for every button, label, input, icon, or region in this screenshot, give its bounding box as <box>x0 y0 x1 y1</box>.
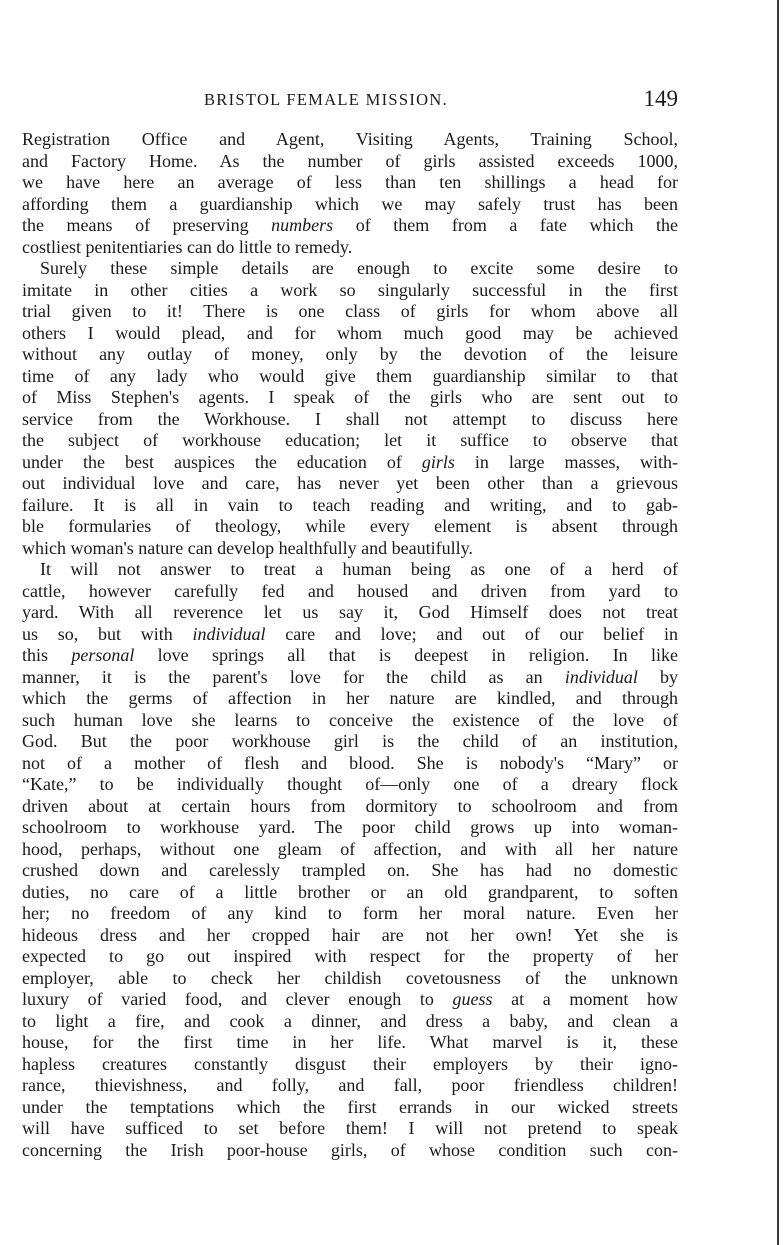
text-line <box>22 280 678 302</box>
text-segment: at a moment how <box>492 989 678 1009</box>
text-line <box>22 774 678 796</box>
text-line <box>22 882 678 904</box>
text-line <box>22 602 678 624</box>
text-segment: luxury of varied food, and clever enough to <box>22 989 453 1009</box>
text-segment: manner, it is the parent's love for the child as an <box>22 666 565 687</box>
text-segment: imitate in other cities a work so singularly successful in the first <box>22 279 678 300</box>
text-line <box>22 1097 678 1119</box>
text-line <box>22 323 678 345</box>
text-line <box>22 1032 678 1054</box>
text-line <box>22 1118 678 1140</box>
body-text <box>22 129 678 1161</box>
text-segment: others I would plead, and for whom much good may be achieved <box>22 322 678 343</box>
text-line <box>22 989 678 1011</box>
text-segment: of them from a fate which the <box>333 215 678 235</box>
text-segment: which the germs of affection in her nature are kindled, and through <box>22 688 678 708</box>
text-segment: out individual love and care, has never yet been other than a grievous <box>22 473 678 493</box>
text-segment: “Kate,” to be individually thought of—only one of a dreary flock <box>22 774 678 794</box>
text-line <box>22 215 678 237</box>
text-segment: hapless creatures constantly disgust their employers by their igno- <box>22 1053 678 1074</box>
text-segment: house, for the first time in her life. What marvel is it, these <box>22 1032 678 1052</box>
text-segment: It will not answer to treat a human being as one of a herd of <box>40 559 678 579</box>
text-line <box>22 129 678 151</box>
running-title: BRISTOL FEMALE MISSION. <box>204 90 448 109</box>
text-segment: to light a fire, and cook a dinner, and dress a baby, and clean a <box>22 1010 678 1031</box>
text-segment: Registration Office and Agent, Visiting Agents, Training School, <box>22 129 678 149</box>
text-segment: the means of preserving <box>22 215 272 235</box>
emphasis-text: numbers <box>271 215 334 235</box>
emphasis-text: individual <box>564 666 638 687</box>
text-line <box>22 710 678 732</box>
text-segment: employer, able to check her childish covetousness of the unknown <box>22 967 678 988</box>
text-segment: concerning the Irish poor-house girls, of whose condition such con- <box>22 1139 678 1160</box>
text-line <box>22 258 678 280</box>
text-line <box>22 946 678 968</box>
text-segment: expected to go out inspired with respect for the property of her <box>22 946 678 966</box>
text-line <box>22 667 678 689</box>
text-line <box>22 968 678 990</box>
text-line <box>22 430 678 452</box>
text-segment: under the temptations which the first errands in our wicked streets <box>22 1096 678 1117</box>
text-segment: costliest penitentiaries can do little to remedy. <box>22 236 353 257</box>
text-line <box>22 366 678 388</box>
text-segment: the subject of workhouse education; let it suffice to observe that <box>22 430 678 450</box>
page-edge-rule <box>777 0 779 1245</box>
text-line <box>22 796 678 818</box>
text-segment: ble formularies of theology, while every element is absent through <box>22 516 678 536</box>
emphasis-text: individual <box>192 623 266 644</box>
text-segment: will have sufficed to set before them! I will not pretend to speak <box>22 1118 678 1138</box>
text-line <box>22 559 678 581</box>
text-line <box>22 1054 678 1076</box>
text-line <box>22 839 678 861</box>
text-segment: her; no freedom of any kind to form her moral nature. Even her <box>22 903 678 923</box>
text-segment: God. But the poor workhouse girl is the child of an institution, <box>22 731 678 751</box>
text-segment: not of a mother of flesh and blood. She is nobody's “Mary” or <box>22 752 678 773</box>
text-segment: rance, thievishness, and folly, and fall, poor friendless children! <box>22 1075 678 1095</box>
page-number: 149 <box>643 86 678 111</box>
text-segment: this <box>22 645 72 665</box>
text-segment: care and love; and out of our belief in <box>265 623 678 644</box>
text-segment: trial given to it! There is one class of girls for whom above all <box>22 301 678 321</box>
text-segment: crushed down and carelessly trampled on. She has had no domestic <box>22 860 678 880</box>
text-line <box>22 516 678 538</box>
text-line <box>22 817 678 839</box>
text-segment: such human love she learns to conceive the existence of the love of <box>22 709 678 730</box>
text-line <box>22 1075 678 1097</box>
text-line <box>22 452 678 474</box>
text-segment: which woman's nature can develop healthfully and beautifully. <box>22 537 473 558</box>
text-segment: hideous dress and her cropped hair are not her own! Yet she is <box>22 924 678 945</box>
text-segment: hood, perhaps, without one gleam of affection, and with all her nature <box>22 838 678 859</box>
text-line <box>22 301 678 323</box>
emphasis-text: girls <box>421 451 455 472</box>
text-segment: in large masses, with- <box>454 451 679 472</box>
page-header <box>22 86 678 116</box>
text-line <box>22 903 678 925</box>
text-segment: time of any lady who would give them guardianship similar to that <box>22 365 678 386</box>
text-segment: affording them a guardianship which we may safely trust has been <box>22 193 678 214</box>
text-line <box>22 387 678 409</box>
text-line <box>22 409 678 431</box>
emphasis-text: personal <box>71 645 135 665</box>
text-segment: without any outlay of money, only by the devotion of the leisure <box>22 344 678 364</box>
text-segment: love springs all that is deepest in religion. In like <box>134 645 678 665</box>
text-line <box>22 1011 678 1033</box>
text-line <box>22 925 678 947</box>
text-segment: Surely these simple details are enough to excite some desire to <box>40 258 678 278</box>
text-line <box>22 731 678 753</box>
emphasis-text: guess <box>452 989 493 1009</box>
text-line <box>22 753 678 775</box>
text-segment: schoolroom to workhouse yard. The poor child grows up into woman- <box>22 817 678 837</box>
text-segment: we have here an average of less than ten shillings a head for <box>22 172 678 192</box>
text-segment: and Factory Home. As the number of girls assisted exceeds 1000, <box>22 150 678 171</box>
text-segment: yard. With all reverence let us say it, God Himself does not treat <box>22 602 678 622</box>
text-segment: by <box>637 666 679 687</box>
text-line <box>22 194 678 216</box>
text-line <box>22 473 678 495</box>
text-segment: under the best auspices the education of <box>22 451 422 472</box>
text-line <box>22 172 678 194</box>
text-segment: cattle, however carefully fed and housed and driven from yard to <box>22 580 678 601</box>
text-segment: failure. It is all in vain to teach reading and writing, and to gab- <box>22 494 678 515</box>
text-line <box>22 645 678 667</box>
text-line <box>22 237 678 259</box>
text-segment: service from the Workhouse. I shall not attempt to discuss here <box>22 408 678 429</box>
text-line <box>22 538 678 560</box>
text-line <box>22 1140 678 1162</box>
text-segment: duties, no care of a little brother or an old grandparent, to soften <box>22 881 678 902</box>
text-line <box>22 344 678 366</box>
text-segment: driven about at certain hours from dormitory to schoolroom and from <box>22 795 678 816</box>
text-segment: of Miss Stephen's agents. I speak of the girls who are sent out to <box>22 387 678 407</box>
text-line <box>22 495 678 517</box>
text-line <box>22 624 678 646</box>
text-line <box>22 151 678 173</box>
text-line <box>22 688 678 710</box>
text-line <box>22 860 678 882</box>
text-line <box>22 581 678 603</box>
text-segment: us so, but with <box>22 623 193 644</box>
